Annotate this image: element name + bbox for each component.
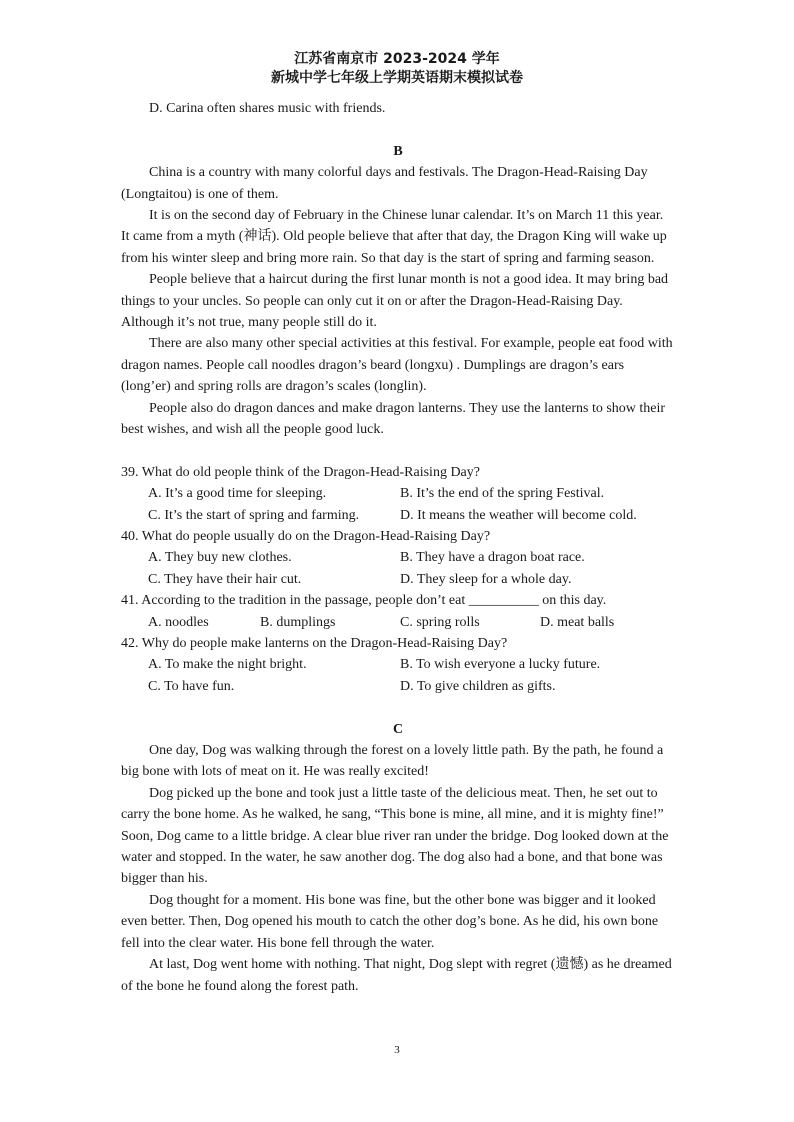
question-40-option-a: A. They buy new clothes.	[148, 550, 292, 566]
section-c-title: C	[392, 721, 404, 737]
page-content	[121, 98, 675, 997]
question-39-option-c: C. It’s the start of spring and farming.	[148, 507, 360, 523]
question-39-options-row-1	[121, 483, 675, 504]
question-39-option-a: A. It’s a good time for sleeping.	[148, 486, 327, 502]
question-41-option-b: B. dumplings	[260, 614, 336, 630]
passage-c-paragraph: At last, Dog went home with nothing. That night, Dog slept with regret (遗憾) as he dreamed of the bone he found along the forest path.	[121, 957, 672, 994]
question-40-option-b: B. They have a dragon boat race.	[400, 550, 585, 566]
question-41-stem: 41. According to the tradition in the passage, people don’t eat __________ on this day.	[121, 593, 607, 609]
header-line-2: 新城中学七年级上学期英语期末模拟试卷	[271, 70, 523, 86]
page-number: 3	[394, 1044, 400, 1056]
question-40-option-c: C. They have their hair cut.	[148, 571, 302, 587]
passage-b-paragraph: People believe that a haircut during the first lunar month is not a good idea. It may bring bad things to your uncles. So people can only cut it on or after the Dragon-Head-Raising Day. Although it’s not true, many people still do it.	[121, 272, 669, 331]
question-42-options-row-1	[121, 654, 675, 675]
carryover-option: D. Carina often shares music with friends.	[149, 101, 386, 116]
passage-c-paragraph: One day, Dog was walking through the forest on a lovely little path. By the path, he found a big bone with lots of meat on it. He was really excited!	[121, 743, 664, 780]
question-42-option-c: C. To have fun.	[148, 678, 235, 694]
question-41-option-a: A. noodles	[148, 614, 209, 630]
question-41-option-c: C. spring rolls	[400, 614, 480, 630]
section-b-title: B	[393, 143, 403, 159]
question-39-options-row-2	[121, 505, 675, 526]
question-39-option-d: D. It means the weather will become cold.	[400, 507, 637, 523]
question-42-options-row-2	[121, 676, 675, 697]
passage-b-paragraph: People also do dragon dances and make dragon lanterns. They use the lanterns to show their best wishes, and wish all the people good luck.	[121, 400, 666, 438]
question-41-option-d: D. meat balls	[540, 614, 615, 630]
question-40-options-row-2	[121, 569, 675, 590]
question-42-option-d: D. To give children as gifts.	[400, 678, 556, 694]
header-line-1: 江苏省南京市 2023-2024 学年	[294, 51, 500, 67]
passage-b-paragraph: It is on the second day of February in the Chinese lunar calendar. It’s on March 11 this year. It came from a myth (神话). Old people believe that after that day, the Dragon King will wake up from his winter sleep and bring more rain. So that day is the start of spring and farming season.	[121, 208, 667, 266]
question-39-stem: 39. What do old people think of the Dragon-Head-Raising Day?	[121, 464, 480, 480]
passage-c-paragraph: Dog thought for a moment. His bone was fine, but the other bone was bigger and it looked even better. Then, Dog opened his mouth to catch the other dog’s bone. As he did, his own bone fell into the clear water. His bone fell through the water.	[121, 892, 659, 951]
question-42-option-b: B. To wish everyone a lucky future.	[400, 657, 601, 673]
exam-header	[0, 50, 794, 88]
question-42-stem: 42. Why do people make lanterns on the Dragon-Head-Raising Day?	[121, 636, 508, 652]
question-40-options-row-1	[121, 547, 675, 568]
question-39-option-b: B. It’s the end of the spring Festival.	[400, 486, 605, 502]
passage-c-paragraph: Dog picked up the bone and took just a little taste of the delicious meat. Then, he set out to carry the bone home. As he walked, he sang, “This bone is mine, all mine, and it is mighty fine!” Soon, Dog came to a little bridge. A clear blue river ran under the bridge. Dog looked down at the water and stopped. In the water, he saw another dog. The dog also had a bone, and that bone was bigger than his.	[121, 785, 669, 887]
question-40-stem: 40. What do people usually do on the Dragon-Head-Raising Day?	[121, 529, 491, 545]
passage-b-paragraph: There are also many other special activities at this festival. For example, people eat food with dragon names. People call noodles dragon’s beard (longxu) . Dumplings are dragon’s ears (long’er) and spring rolls are dragon’s scales (longlin).	[121, 336, 673, 395]
passage-b-paragraph: China is a country with many colorful days and festivals. The Dragon-Head-Raising Day (Longtaitou) is one of them.	[121, 165, 648, 202]
question-40-option-d: D. They sleep for a whole day.	[400, 571, 572, 587]
question-41-options-row	[121, 612, 675, 633]
question-42-option-a: A. To make the night bright.	[148, 657, 307, 673]
